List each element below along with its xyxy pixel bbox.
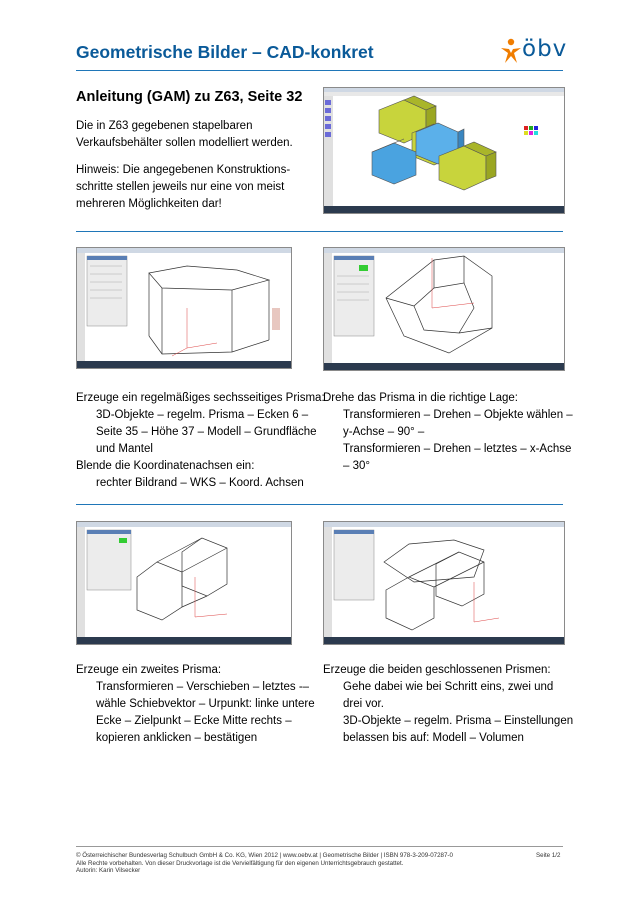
footer-rule [76,846,563,847]
hint-line: mehreren Möglichkeiten dar! [76,198,222,210]
step-line: kopieren anklicken – bestätigen [96,732,258,744]
step-line: wähle Schiebvektor – Urpunkt: linke untere [96,698,315,710]
step1-text [76,390,325,492]
step-line: Blende die Koordinatenachsen ein: [76,460,255,472]
section-divider [76,504,563,505]
step-line: – 30° [343,460,370,472]
step-line: rechter Bildrand – WKS – Koord. Achsen [96,477,304,489]
step-line: y-Achse – 90° – [343,426,425,438]
screenshot-step2-rotated [323,247,565,371]
step-line: Erzeuge ein zweites Prisma: [76,664,222,676]
logo-figure-icon [500,38,522,64]
step4-text [323,662,573,747]
oebv-logo [500,38,570,66]
step2-text [323,390,573,475]
hint-line: schritte stellen jeweils nur eine von meist [76,181,285,193]
screenshot-step1-prism [76,247,292,369]
step-line: 3D-Objekte – regelm. Prisma – Ecken 6 – [96,409,309,421]
screenshot-stacked-containers [323,87,565,214]
hint-text [76,162,290,213]
page-number: Seite 1/2 [536,852,561,859]
step-line: Erzeuge ein regelmäßiges sechsseitiges Prisma: [76,392,325,404]
step-line: Transformieren – Drehen – Objekte wählen – [343,409,573,421]
screenshot-step3-copy [76,521,292,645]
section-divider [76,231,563,232]
page-header-title: Geometrische Bilder – CAD-konkret [76,42,374,62]
hint-line: Hinweis: Die angegebenen Konstruktions- [76,164,291,176]
step3-text [76,662,315,747]
step-line: drei vor. [343,698,384,710]
step-line: Erzeuge die beiden geschlossenen Prismen: [323,664,551,676]
step-line: Transformieren – Drehen – letztes – x-Achse [343,443,572,455]
step-line: Gehe dabei wie bei Schritt eins, zwei und [343,681,554,693]
step-line: Ecke – Zielpunkt – Ecke Mitte rechts – [96,715,292,727]
intro-line: Die in Z63 gegebenen stapelbaren [76,120,253,132]
footer-text [76,852,453,875]
step-line: Transformieren – Verschieben – letztes -– [96,681,310,693]
intro-text [76,118,293,152]
footer-line: © Österreichischer Bundesverlag Schulbuch GmbH & Co. KG, Wien 2012 | www.oebv.at | Geometrische Bilder | ISBN 978-3-209-07287-0 [76,852,453,859]
intro-line: Verkaufsbehälter sollen modelliert werden. [76,137,293,149]
logo-text: öbv [522,36,568,62]
screenshot-step4-closed [323,521,565,645]
step-line: Drehe das Prisma in die richtige Lage: [323,392,518,404]
step-line: 3D-Objekte – regelm. Prisma – Einstellungen [343,715,574,727]
header-rule [76,70,563,71]
step-line: und Mantel [96,443,153,455]
step-line: Seite 35 – Höhe 37 – Modell – Grundfläche [96,426,317,438]
step-line: belassen bis auf: Modell – Volumen [343,732,524,744]
footer-line: Autorin: Karin Vilsecker [76,867,141,875]
section-heading: Anleitung (GAM) zu Z63, Seite 32 [76,89,303,105]
footer-line: Alle Rechte vorbehalten. Von dieser Druckvorlage ist die Vervielfältigung für den eigenen Unterrichtsgebrauch gestattet. [76,859,404,867]
